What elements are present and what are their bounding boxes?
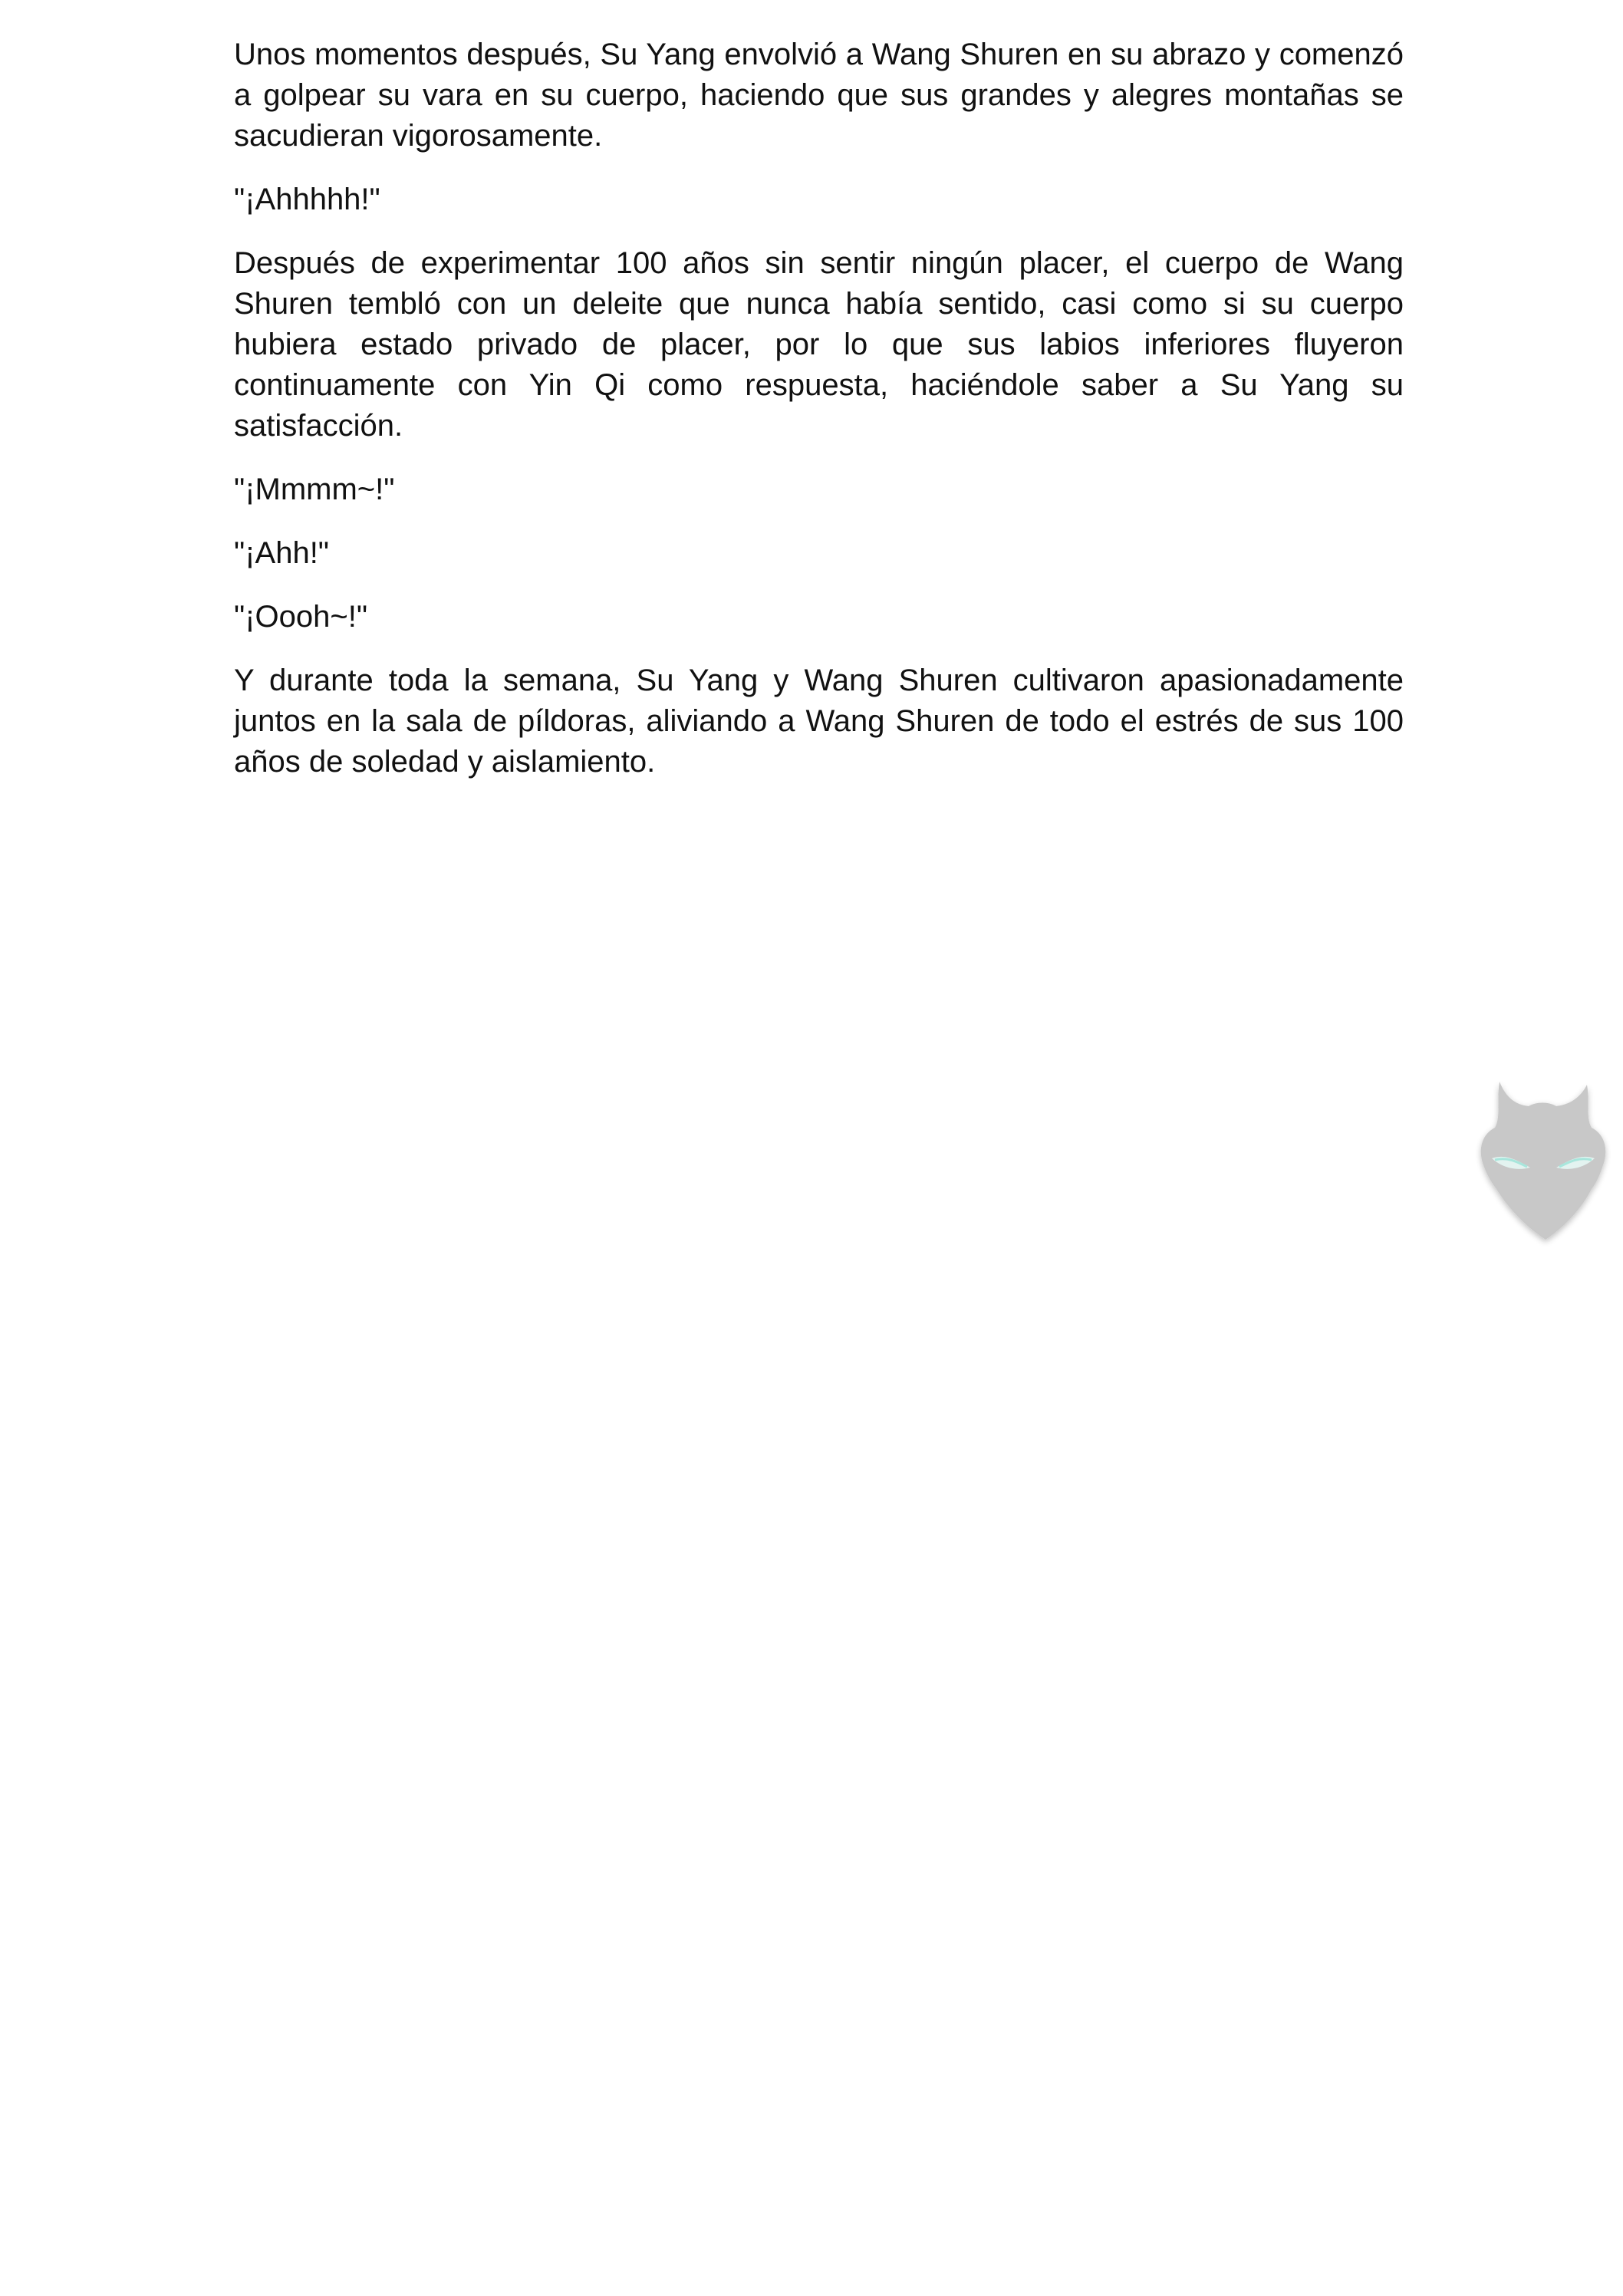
dialog-line-2: "¡Mmmm~!" <box>234 473 395 506</box>
text-column <box>234 35 1404 805</box>
demon-head-icon <box>1469 1074 1615 1250</box>
paragraph-1: Unos momentos después, Su Yang envolvió a Wang Shuren en su abrazo y comenzó a golpear su vara en su cuerpo, haciendo que sus grandes y alegres montañas se sacudieran vigorosamente. <box>234 38 1404 153</box>
paragraph-3: Y durante toda la semana, Su Yang y Wang Shuren cultivaron apasionadamente juntos en la sala de píldoras, aliviando a Wang Shuren de todo el estrés de sus 100 años de soledad y aislamiento. <box>234 664 1404 779</box>
dialog-line-4: "¡Oooh~!" <box>234 600 368 634</box>
dialog-line-1: "¡Ahhhhh!" <box>234 183 380 216</box>
dialog-line-3: "¡Ahh!" <box>234 536 330 570</box>
paragraph-2: Después de experimentar 100 años sin sentir ningún placer, el cuerpo de Wang Shuren tembló con un deleite que nunca había sentido, casi como si su cuerpo hubiera estado privado de placer, por lo que sus labios inferiores fluyeron continuamente con Yin Qi como respuesta, haciéndole saber a Su Yang su satisfacción. <box>234 246 1404 443</box>
